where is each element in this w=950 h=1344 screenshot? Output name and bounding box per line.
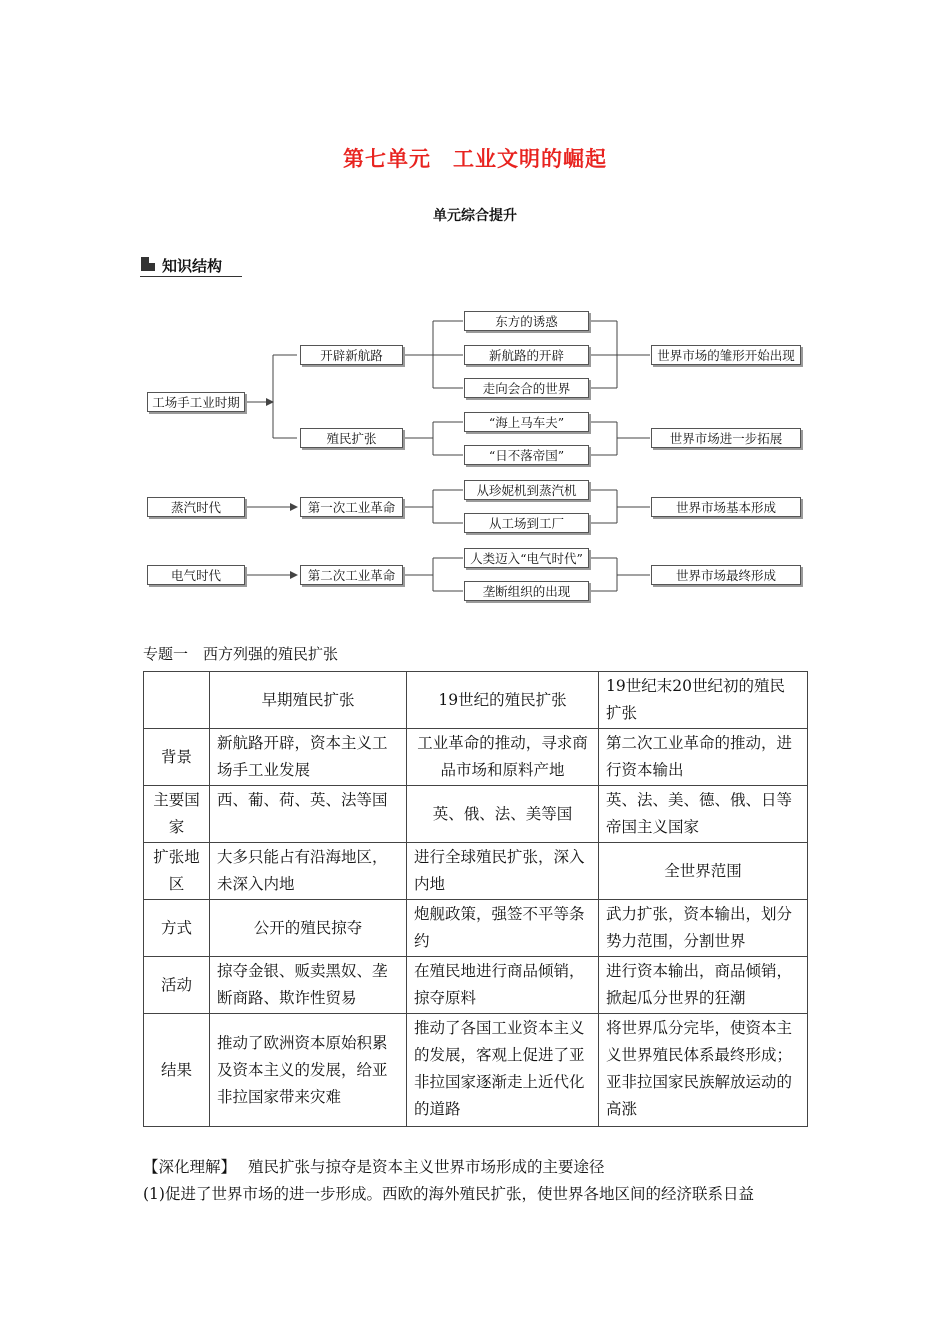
table-header-cell: 19世纪的殖民扩张 [407,672,599,729]
table-cell: 工业革命的推动，寻求商品市场和原料产地 [407,729,599,786]
row-label: 背景 [144,729,210,786]
detail-box: 从工场到工厂 [464,513,589,533]
table-cell: 进行资本输出，商品倾销，掀起瓜分世界的狂潮 [599,957,808,1014]
table-cell: 在殖民地进行商品倾销，掠夺原料 [407,957,599,1014]
table-row [144,786,808,843]
table-cell: 西、葡、荷、英、法等国 [210,786,407,843]
colonial-expansion-table [143,671,808,1127]
event-box: 第二次工业革命 [300,565,403,585]
detail-box: 人类迈入“电气时代” [464,548,589,568]
detail-box: 新航路的开辟 [464,345,589,365]
detail-box: 走向会合的世界 [464,378,589,398]
table-cell: 英、法、美、德、俄、日等帝国主义国家 [599,786,808,843]
table-cell: 推动了欧洲资本原始积累及资本主义的发展，给亚非拉国家带来灾难 [210,1014,407,1127]
era-box: 工场手工业时期 [147,392,245,412]
table-cell: 新航路开辟，资本主义工场手工业发展 [210,729,407,786]
table-row [144,1014,808,1127]
table-cell: 炮舰政策，强签不平等条约 [407,900,599,957]
deepen-tag: 【深化理解】 [143,1158,237,1176]
detail-box: 从珍妮机到蒸汽机 [464,480,589,500]
era-box: 蒸汽时代 [147,497,245,517]
table-cell: 武力扩张，资本输出，划分势力范围，分割世界 [599,900,808,957]
detail-box: “海上马车夫” [464,412,589,432]
table-cell: 公开的殖民掠夺 [210,900,407,957]
result-box: 世界市场进一步拓展 [651,428,801,448]
table-cell: 推动了各国工业资本主义的发展，客观上促进了亚非拉国家逐渐走上近代化的道路 [407,1014,599,1127]
table-cell: 大多只能占有沿海地区，未深入内地 [210,843,407,900]
table-row [144,900,808,957]
row-label: 活动 [144,957,210,1014]
table-cell: 将世界瓜分完毕，使资本主义世界殖民体系最终形成；亚非拉国家民族解放运动的高涨 [599,1014,808,1127]
deepen-paragraph: (1)促进了世界市场的进一步形成。西欧的海外殖民扩张，使世界各地区间的经济联系日益 [143,1185,754,1203]
topic-heading: 专题一 西方列强的殖民扩张 [143,645,339,663]
table-cell: 掠夺金银、贩卖黑奴、垄断商路、欺诈性贸易 [210,957,407,1014]
deepen-understanding [143,1154,823,1208]
page-title: 第七单元 工业文明的崛起 [343,147,607,171]
table-cell: 全世界范围 [599,843,808,900]
detail-box: 垄断组织的出现 [464,581,589,601]
table-cell: 进行全球殖民扩张，深入内地 [407,843,599,900]
row-label: 扩张地区 [144,843,210,900]
event-box: 开辟新航路 [300,345,403,365]
row-label: 结果 [144,1014,210,1127]
event-box: 殖民扩张 [300,428,403,448]
deepen-heading: 殖民扩张与掠夺是资本主义世界市场形成的主要途径 [248,1158,605,1176]
section-heading-label: 知识结构 [162,257,223,275]
deepen-heading-line [143,1154,823,1181]
table-header-row [144,672,808,729]
result-box: 世界市场的雏形开始出现 [651,345,801,365]
table-cell: 英、俄、法、美等国 [407,786,599,843]
row-label: 主要国家 [144,786,210,843]
detail-box: 东方的诱惑 [464,311,589,331]
row-label: 方式 [144,900,210,957]
detail-box: “日不落帝国” [464,445,589,465]
table-header-cell [144,672,210,729]
table-row [144,843,808,900]
table-header-cell: 19世纪末20世纪初的殖民扩张 [599,672,808,729]
event-box: 第一次工业革命 [300,497,403,517]
table-cell: 第二次工业革命的推动，进行资本输出 [599,729,808,786]
page-subtitle: 单元综合提升 [433,208,517,224]
result-box: 世界市场最终形成 [651,565,801,585]
table-row [144,729,808,786]
table-header-cell: 早期殖民扩张 [210,672,407,729]
result-box: 世界市场基本形成 [651,497,801,517]
era-box: 电气时代 [147,565,245,585]
table-row [144,957,808,1014]
